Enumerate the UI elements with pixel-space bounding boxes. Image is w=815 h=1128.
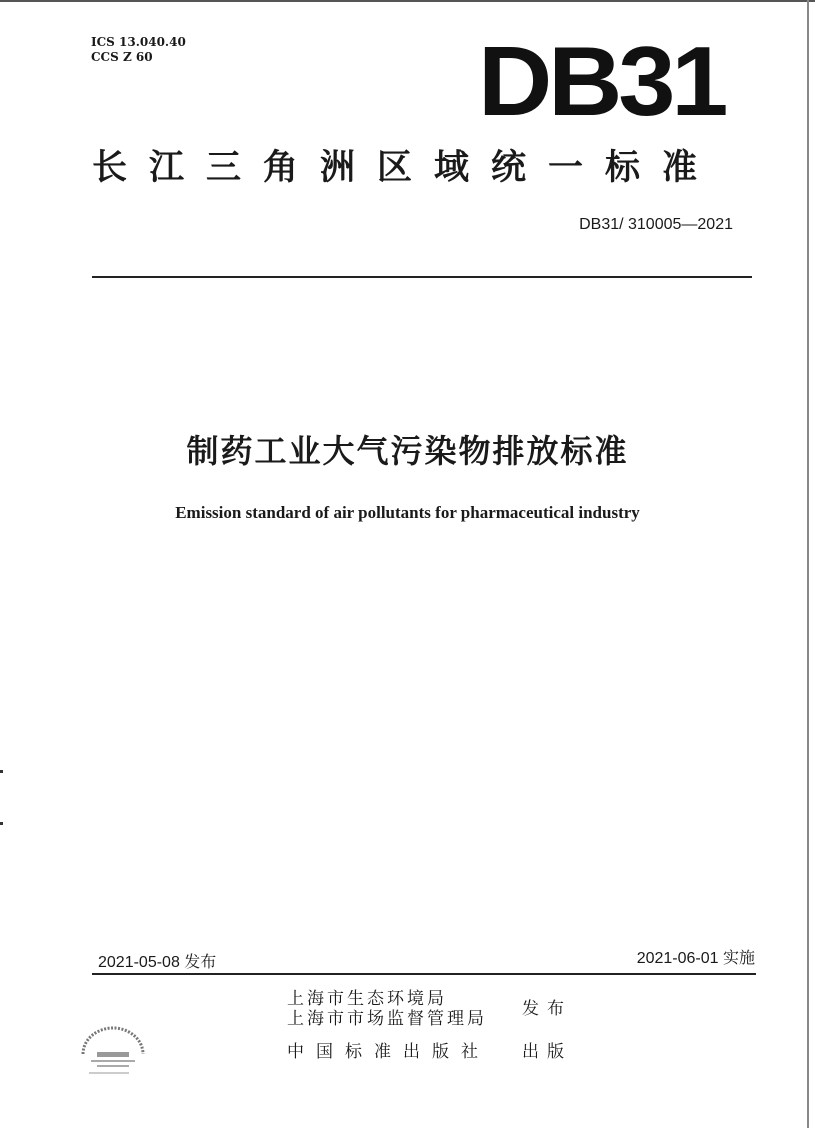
issue-label: 发布 — [522, 999, 572, 1019]
distributor-seal-icon — [75, 1022, 150, 1078]
document-title-cn: 制药工业大气污染物排放标准 — [186, 432, 629, 470]
standard-number: DB31/ 310005—2021 — [579, 216, 733, 233]
footer-divider — [92, 973, 756, 975]
publisher-name: 中国标准出版社 — [287, 1042, 490, 1062]
scan-right-edge — [807, 0, 809, 1128]
header-divider — [92, 276, 752, 278]
scan-margin-mark — [0, 822, 3, 825]
issuer-market-bureau: 上海市市场监督管理局 — [287, 1009, 487, 1029]
classification-codes — [91, 35, 186, 65]
publish-label: 出版 — [522, 1042, 572, 1062]
document-title-en: Emission standard of air pollutants for pharmaceutical industry — [175, 503, 640, 522]
issuer-ecology-bureau: 上海市生态环境局 — [287, 989, 447, 1009]
standard-type-heading: 长江三角洲区域统一标准 — [92, 148, 720, 188]
scan-margin-mark — [0, 770, 3, 773]
publish-date: 2021-05-08 发布 — [98, 954, 217, 971]
ccs-code: CCS Z 60 — [91, 50, 153, 64]
implement-date: 2021-06-01 实施 — [636, 950, 755, 967]
scan-top-edge — [0, 0, 815, 2]
db31-logo: DB31 — [478, 26, 725, 136]
ics-code: ICS 13.040.40 — [91, 35, 186, 49]
